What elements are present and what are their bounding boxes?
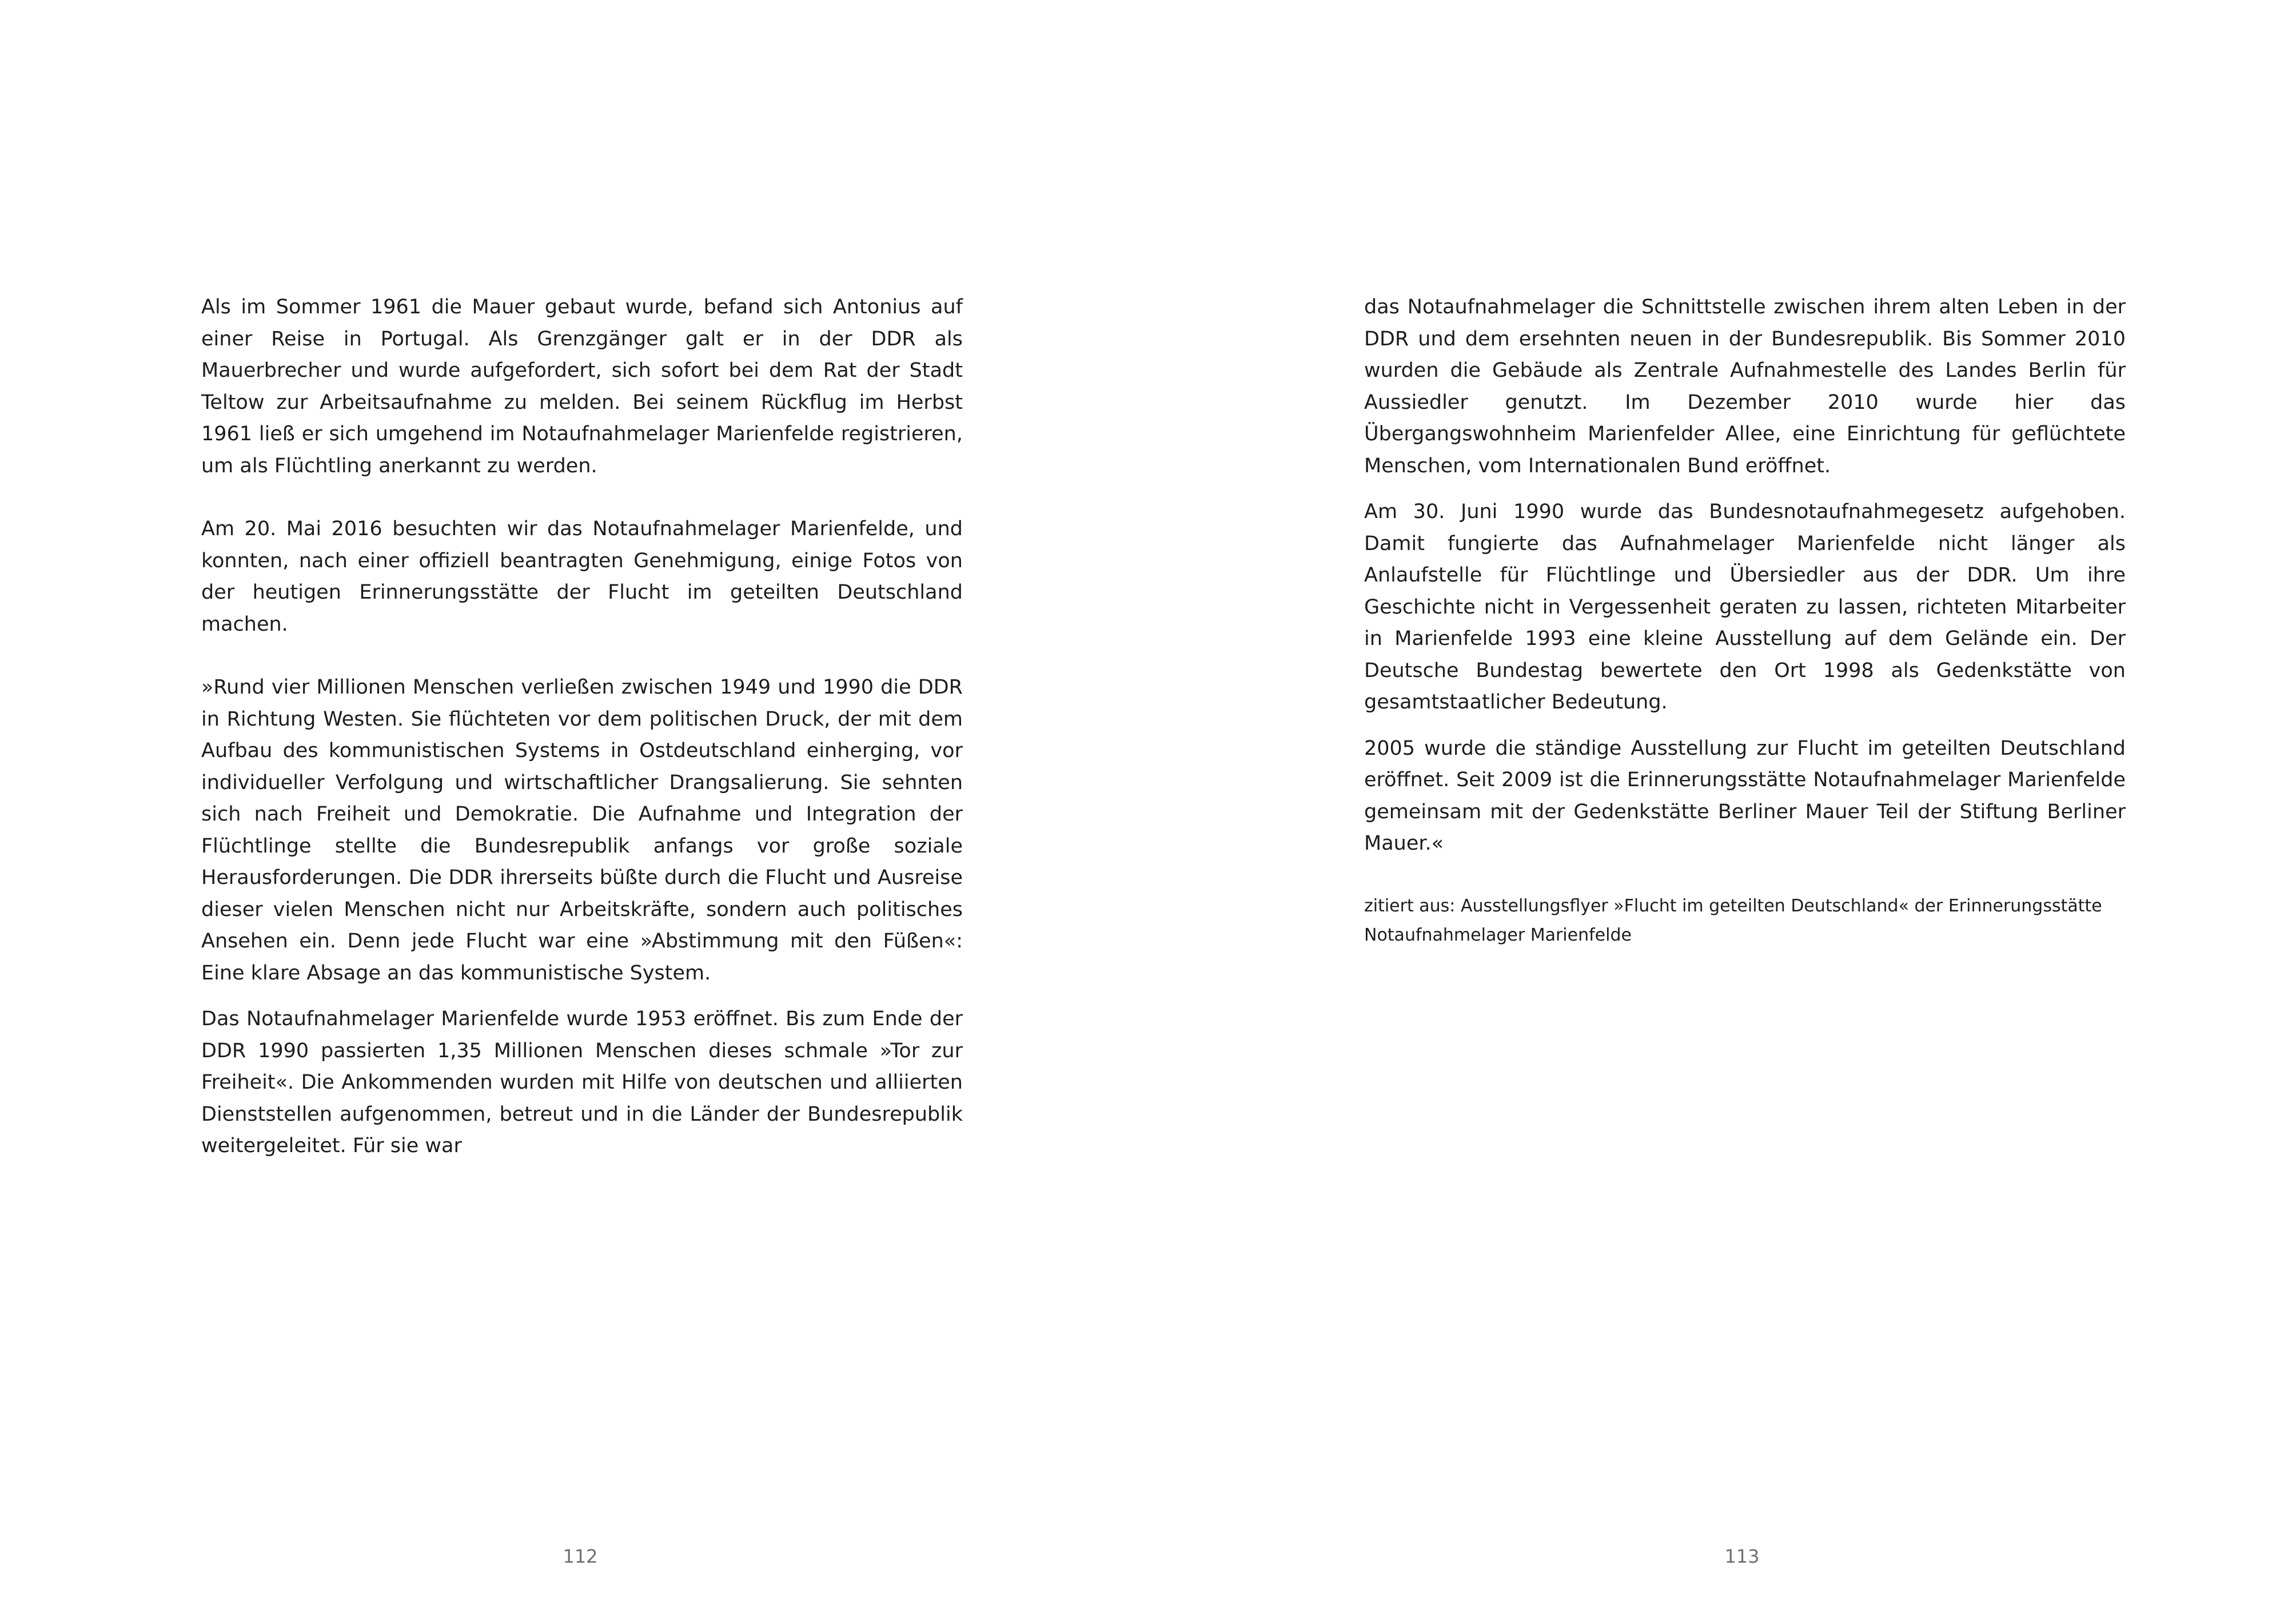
- right-text-column: [1364, 292, 2126, 950]
- paragraph-quote-fluechtlinge: »Rund vier Millionen Menschen verließen zwischen 1949 und 1990 die DDR in Richtung Westen. Sie flüchteten vor dem politischen Druck, der mit dem Aufbau des kommunistischen Systems in Ostdeutschland einherging, vor individueller Verfolgung und wirtschaftlicher Drangsalierung. Sie sehnten sich nach Freiheit und Demokratie. Die Aufnahme und Integration der Flüchtlinge stellte die Bundesrepublik anfangs vor große soziale Herausforderungen. Die DDR ihrerseits büßte durch die Flucht und Ausreise dieser vielen Menschen nicht nur Arbeitskräfte, sondern auch politisches Ansehen ein. Denn jede Flucht war eine »Abstimmung mit den Füßen«: Eine klare Absage an das kommunistische System.: [201, 676, 963, 985]
- paragraph-grenzgaenger: Als im Sommer 1961 die Mauer gebaut wurde, befand sich Antonius auf einer Reise in Portugal. Als Grenzgänger galt er in der DDR als Mauerbrecher und wurde aufgefordert, sich sofort bei dem Rat der Stadt Teltow zur Arbeitsaufnahme zu melden. Bei seinem Rückflug im Herbst 1961 ließ er sich umgehend im Notaufnahmelager Marienfelde registrieren, um als Flüchtling anerkannt zu werden.: [201, 296, 963, 477]
- paragraph-ausstellung-2005: 2005 wurde die ständige Ausstellung zur Flucht im geteilten Deutschland eröffnet. Seit 2009 ist die Erinnerungsstätte Notaufnahmelager Marienfelde gemeinsam mit der Gedenkstätte Berliner Mauer Teil der Stiftung Berliner Mauer.«: [1364, 736, 2126, 855]
- right-page: [1148, 0, 2296, 1621]
- left-text-column: [201, 292, 963, 1162]
- paragraph-gesetz-1990: Am 30. Juni 1990 wurde das Bundesnotaufnahmegesetz aufgehoben. Damit fungierte das Aufnahmelager Marienfelde nicht länger als Anlaufstelle für Flüchtlinge und Übersiedler aus der DDR. Um ihre Geschichte nicht in Vergessenheit geraten zu lassen, richteten Mitarbeiter in Marienfelde 1993 eine kleine Ausstellung auf dem Gelände ein. Der Deutsche Bundestag bewertete den Ort 1998 als Gedenkstätte von gesamtstaatlicher Bedeutung.: [1364, 500, 2126, 714]
- citation-source: [1364, 891, 2126, 950]
- citation-line-1: zitiert aus: Ausstellungsflyer »Flucht im geteilten Deutschland« der Erinnerungsstätte: [1364, 895, 2102, 916]
- paragraph-besuch-2016: Am 20. Mai 2016 besuchten wir das Notaufnahmelager Marienfelde, und konnten, nach einer offiziell beantragten Genehmigung, einige Fotos von der heutigen Erinnerungsstätte der Flucht im geteilten Deutschland machen.: [201, 517, 963, 636]
- paragraph-notaufnahmelager-1953: Das Notaufnahmelager Marienfelde wurde 1953 eröffnet. Bis zum Ende der DDR 1990 passierten 1,35 Millionen Menschen dieses schmale »Tor zur Freiheit«. Die Ankommenden wurden mit Hilfe von deutschen und alliierten Dienststellen aufgenommen, betreut und in die Länder der Bundesrepublik weitergeleitet. Für sie war: [201, 1007, 963, 1157]
- citation-line-2: Notaufnahmelager Marienfelde: [1364, 925, 1632, 945]
- paragraph-schnittstelle: das Notaufnahmelager die Schnittstelle zwischen ihrem alten Leben in der DDR und dem ersehnten neuen in der Bundesrepublik. Bis Sommer 2010 wurden die Gebäude als Zentrale Aufnahmestelle des Landes Berlin für Aussiedler genutzt. Im Dezember 2010 wurde hier das Übergangswohnheim Marienfelder Allee, eine Einrichtung für geflüchtete Menschen, vom Internationalen Bund eröffnet.: [1364, 296, 2126, 477]
- page-number-right: 113: [1724, 1546, 1760, 1567]
- page-number-left: 112: [563, 1546, 598, 1567]
